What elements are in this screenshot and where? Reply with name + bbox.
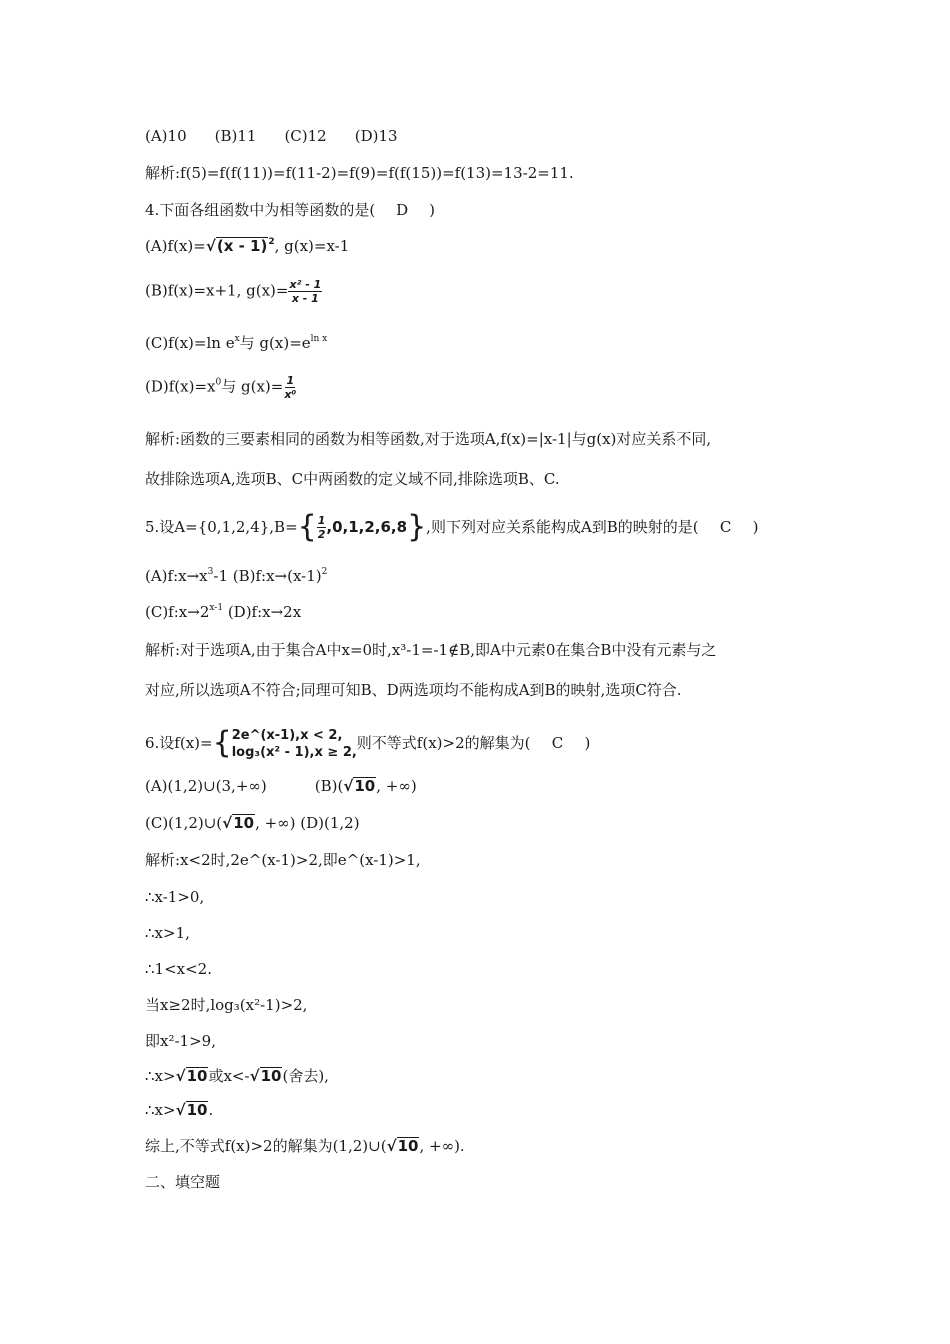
q5-set-numerator: 1 <box>317 514 326 527</box>
q6-answer: C <box>551 734 564 752</box>
q6-solution-4: ∴1<x<2. <box>145 960 212 978</box>
q5-option-a: (A)f:x→x <box>145 567 208 585</box>
q4-option-d-numerator: 1 <box>286 374 295 387</box>
q6-solution-7-radicand-2: 10 <box>260 1067 282 1085</box>
q4-option-a-exponent: 2 <box>268 237 275 247</box>
section-heading: 二、填空题 <box>145 1173 221 1191</box>
q6-solution-8-tail: . <box>208 1101 214 1119</box>
q5-option-b: -1 (B)f:x→(x-1) <box>213 567 322 585</box>
q6-solution-7-lead: ∴x> <box>145 1067 176 1085</box>
q4-option-d-lead: (D)f(x)=x <box>145 377 216 396</box>
q4-option-b-denominator: x - 1 <box>291 292 319 305</box>
q4-option-d-denominator: x⁰ <box>284 388 297 401</box>
q4-option-c-exp2: ln x <box>310 334 328 344</box>
q4-option-c <box>145 333 327 353</box>
q5-option-c-exp: x-1 <box>209 603 224 613</box>
q5-option-a-exp: 3 <box>207 567 214 577</box>
q6-stem-close: ) <box>584 734 591 752</box>
q4-stem-close: ) <box>429 201 436 219</box>
q3-option-b: (B)11 <box>214 127 257 145</box>
q6-solution-8-radicand: 10 <box>186 1101 208 1119</box>
q6-conclusion-tail: , +∞). <box>419 1137 465 1155</box>
q3-option-d: (D)13 <box>354 127 398 145</box>
q6-options-cd: (C)(1,2)∪(√10, +∞) (D)(1,2) <box>145 814 360 832</box>
q6-solution-7-radicand-1: 10 <box>186 1067 208 1085</box>
q6-solution-6: 即x²-1>9, <box>145 1032 216 1050</box>
q4-option-c-lead: (C)f(x)=ln e <box>145 334 235 352</box>
q6-solution-5: 当x≥2时,log₃(x²-1)>2, <box>145 996 308 1014</box>
q4-option-c-mid: 与 g(x)=e <box>239 334 311 352</box>
q6-solution-8-lead: ∴x> <box>145 1101 176 1119</box>
q6-solution-7-tail: (舍去), <box>282 1067 329 1085</box>
q6-solution-8: ∴x>√10. <box>145 1101 214 1119</box>
q6-case-2: log₃(x² - 1),x ≥ 2, <box>231 745 357 760</box>
q4-stem <box>145 200 435 220</box>
q4-option-a-lead: (A)f(x)= <box>145 237 206 255</box>
q4-option-a-tail: , g(x)=x-1 <box>274 237 350 255</box>
q6-solution-3: ∴x>1, <box>145 924 190 942</box>
q6-stem-text: 6.设f(x)= <box>145 734 213 752</box>
q3-option-c: (C)12 <box>284 127 327 145</box>
q5-solution-2: 对应,所以选项A不符合;同理可知B、D两选项均不能构成A到B的映射,选项C符合. <box>145 681 682 699</box>
q3-options <box>145 126 398 146</box>
q5-answer: C <box>719 518 732 536</box>
q4-option-d <box>145 374 297 401</box>
q3-solution: 解析:f(5)=f(f(11))=f(11-2)=f(9)=f(f(15))=f(13)=13-2=11. <box>145 164 574 182</box>
q5-stem-close: ) <box>752 518 759 536</box>
q4-option-b-lead: (B)f(x)=x+1, g(x)= <box>145 281 289 300</box>
q5-option-d: (D)f:x→2x <box>223 603 302 621</box>
q6-option-b-radicand: 10 <box>354 777 376 795</box>
q6-piecewise <box>232 727 357 761</box>
q4-solution-2: 故排除选项A,选项B、C中两函数的定义域不同,排除选项B、C. <box>145 470 560 488</box>
q6-option-c-lead: (C)(1,2)∪( <box>145 814 223 832</box>
q6-option-c-radicand: 10 <box>233 814 255 832</box>
q4-option-a: (A)f(x)=√(x - 1)$^2$, g(x)=x-1 <box>145 237 350 255</box>
q4-option-d-fraction <box>283 374 297 401</box>
q6-case-1: 2e^(x-1),x < 2, <box>231 728 343 743</box>
q6-solution-1: 解析:x<2时,2e^(x-1)>2,即e^(x-1)>1, <box>145 851 421 869</box>
q6-conclusion: 综上,不等式f(x)>2的解集为(1,2)∪(√10, +∞). <box>145 1137 465 1155</box>
q6-solution-7: ∴x>√10或x<-√10(舍去), <box>145 1067 329 1085</box>
q5-options-ab <box>145 566 327 586</box>
q6-option-b-tail: , +∞) <box>376 777 417 795</box>
q5-stem-text: 5.设A={0,1,2,4},B= <box>145 518 298 536</box>
q4-option-b-fraction <box>288 278 322 305</box>
q4-stem-text: 4.下面各组函数中为相等函数的是( <box>145 201 376 219</box>
q6-option-b-lead: (B)( <box>314 777 344 795</box>
q5-option-c: (C)f:x→2 <box>145 603 210 621</box>
q4-option-d-exp: 0 <box>215 377 222 388</box>
q4-answer: D <box>396 201 409 219</box>
q4-option-d-mid: 与 g(x)= <box>221 377 284 396</box>
q6-option-a: (A)(1,2)∪(3,+∞) <box>145 777 267 795</box>
q5-stem-question: ,则下列对应关系能构成A到B的映射的是( <box>426 518 699 536</box>
q5-set-elements: ,0,1,2,6,8 <box>326 518 408 536</box>
q6-stem-question: 则不等式f(x)>2的解集为( <box>356 734 531 752</box>
q5-set-fraction <box>317 514 327 541</box>
q4-option-c-exp1: x <box>234 334 240 344</box>
q5-set-denominator: 2 <box>317 528 326 541</box>
q5-solution-1: 解析:对于选项A,由于集合A中x=0时,x³-1=-1∉B,即A中元素0在集合B中没有元素与之 <box>145 641 717 659</box>
q6-options-ab: (A)(1,2)∪(3,+∞) (B)(√10, +∞) <box>145 777 417 795</box>
q6-option-cd-tail: , +∞) (D)(1,2) <box>255 814 360 832</box>
q4-option-b-numerator: x² - 1 <box>289 278 322 291</box>
q6-conclusion-radicand: 10 <box>397 1137 419 1155</box>
q6-solution-7-mid: 或x<- <box>208 1067 250 1085</box>
q5-option-b-exp: 2 <box>321 567 328 577</box>
q5-stem: 5.设A={0,1,2,4},B={ $\frac{1}{2}$ ,0,1,2,6,8},则下列对应关系能构成A到B的映射的是( C ) <box>145 509 759 545</box>
q4-option-b <box>145 278 322 305</box>
q3-option-a: (A)10 <box>145 127 187 145</box>
q4-option-a-radicand: (x - 1) <box>216 237 268 255</box>
q6-stem: 6.设f(x)={ 2e^(x-1),x < 2, log₃(x² - 1),x ≥ 2, 则不等式f(x)>2的解集为( C ) <box>145 725 591 761</box>
q6-conclusion-lead: 综上,不等式f(x)>2的解集为(1,2)∪( <box>145 1137 387 1155</box>
q4-solution-1: 解析:函数的三要素相同的函数为相等函数,对于选项A,f(x)=|x-1|与g(x)对应关系不同, <box>145 430 712 448</box>
q5-options-cd <box>145 602 301 622</box>
q6-solution-2: ∴x-1>0, <box>145 888 205 906</box>
